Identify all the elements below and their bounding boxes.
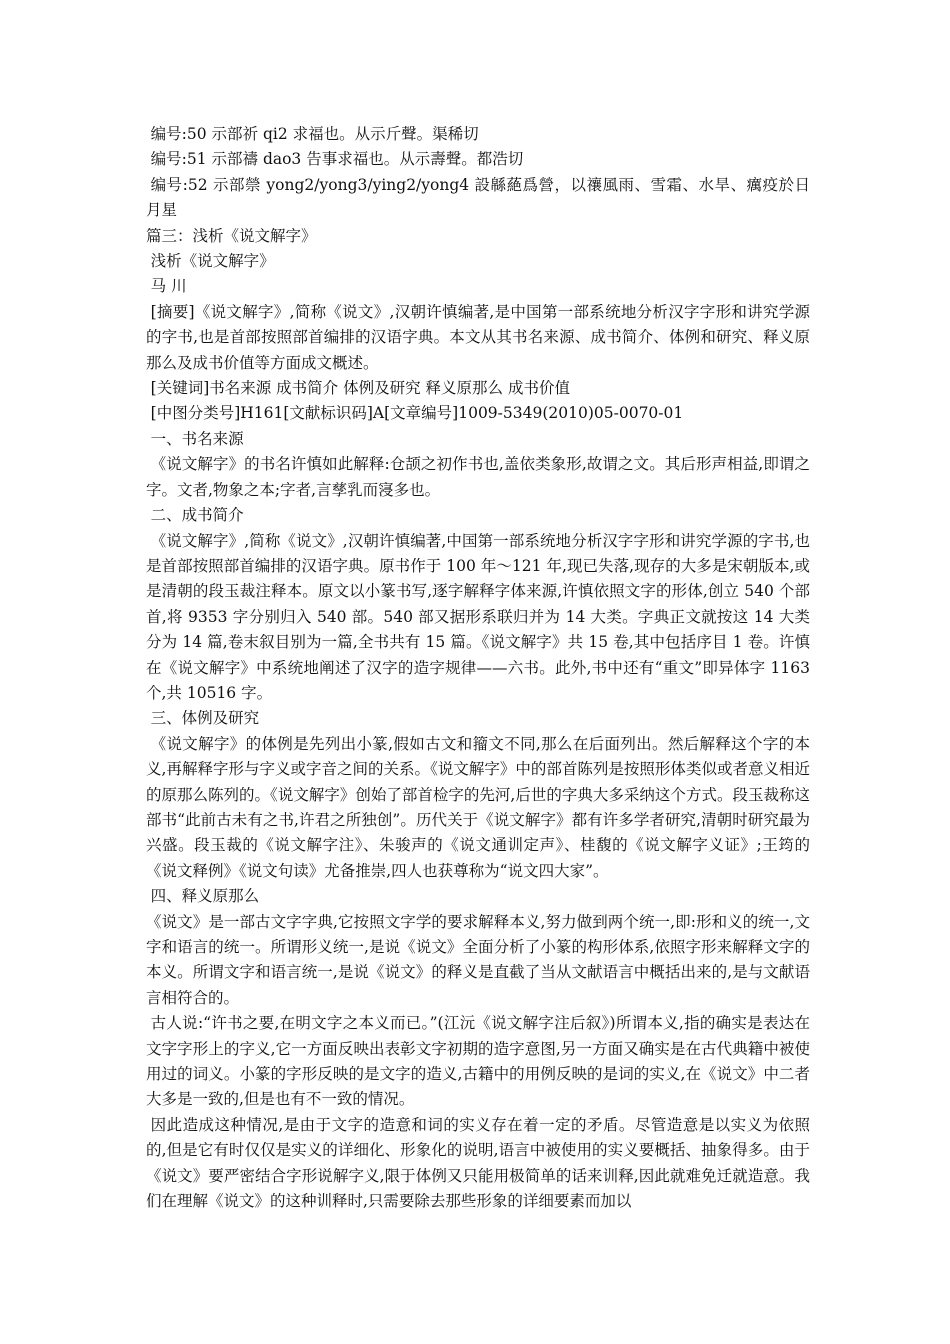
section-paragraph-2: 《说文解字》,简称《说文》,汉朝许慎编著,中国第一部系统地分析汉字字形和讲究学源的字书,也是首部按照部首编排的汉语字典。原书作于 100 年～121 年,现已失落,现存的大多是宋朝版本,或是清朝的段玉裁注释本。原文以小篆书写,逐字解释字体来源,许慎依照文字的形体,创立 540 个部首,将 9353 字分别归入 540 部。540 部又据形系联归并为 14 大类。字典正文就按这 14 大类分为 14 篇,卷末叙目别为一篇,全书共有 15 篇。《说文解字》共 15 卷,其中包括序目 1 卷。许慎在《说文解字》中系统地阐述了汉字的造字规律——六书。此外,书中还有“重文”即异体字 1163 个,共 10516 字。 — [146, 531, 810, 702]
entry-52: 编号:52 示部禜 yong2/yong3/ying2/yong4 設緜蕝爲營，以禳風雨、雪霜、水旱、癘疫於日月星 — [146, 175, 810, 220]
article-title: 浅析《说文解字》 — [150, 252, 275, 271]
section-heading-2: 二、成书简介 — [150, 506, 244, 525]
chapter-heading: 篇三：浅析《说文解字》 — [146, 226, 317, 245]
section-paragraph-1: 《说文解字》的书名许慎如此解释:仓颉之初作书也,盖依类象形,故谓之文。其后形声相益,即谓之字。文者,物象之本;字者,言孳乳而寖多也。 — [146, 455, 810, 499]
section-paragraph-3: 《说文解字》的体例是先列出小篆,假如古文和籀文不同,那么在后面列出。然后解释这个字的本义,再解释字形与字义或字音之间的关系。《说文解字》中的部首陈列是按照形体类似或者意义相近的原那么陈列的。《说文解字》创始了部首检字的先河,后世的字典大多采纳这个方式。段玉裁称这部书“此前古未有之书,许君之所独创”。历代关于《说文解字》都有许多学者研究,清朝时研究最为兴盛。段玉裁的《说文解字注》、朱骏声的《说文通训定声》、桂馥的《说文解字义证》;王筠的《说文释例》《说文句读》尤备推崇,四人也获尊称为“说文四大家”。 — [146, 734, 810, 880]
section-paragraph-4b: 古人说:“许书之要,在明文字之本义而已。”(江沅《说文解字注后叙》)所谓本义,指的确实是表达在文字字形上的字义,它一方面反映出表彰文字初期的造字意图,另一方面又确实是在古代典籍中被使用过的词义。小篆的字形反映的是文字的造义,古籍中的用例反映的是词的实义,在《说文》中二者大多是一致的,但是也有不一致的情况。 — [146, 1014, 810, 1109]
abstract: [摘要]《说文解字》,简称《说文》,汉朝许慎编著,是中国第一部系统地分析汉字字形和讲究学源的字书,也是首部按照部首编排的汉语字典。本文从其书名来源、成书简介、体例和研究、释义原那么及成书价值等方面成文概述。 — [146, 302, 810, 372]
author: 马 川 — [150, 277, 187, 296]
section-paragraph-4a: 《说文》是一部古文字字典,它按照文字学的要求解释本义,努力做到两个统一,即:形和义的统一,文字和语言的统一。所谓形义统一,是说《说文》全面分析了小篆的构形体系,依照字形来解释文字的本义。所谓文字和语言统一,是说《说文》的释义是直截了当从文献语言中概括出来的,是与文献语言相符合的。 — [146, 912, 810, 1007]
document-body — [146, 122, 810, 1214]
section-heading-3: 三、体例及研究 — [150, 709, 260, 728]
classification: [中图分类号]H161[文献标识码]A[文章编号]1009-5349(2010)05-0070-01 — [150, 404, 684, 423]
section-heading-4: 四、释义原那么 — [150, 887, 260, 906]
keywords: [关键词]书名来源 成书简介 体例及研究 释义原那么 成书价值 — [150, 379, 570, 398]
entry-51: 编号:51 示部禱 dao3 告事求福也。从示壽聲。都浩切 — [150, 150, 524, 169]
section-paragraph-4c: 因此造成这种情况,是由于文字的造意和词的实义存在着一定的矛盾。尽管造意是以实义为依照的,但是它有时仅仅是实义的详细化、形象化的说明,语言中被使用的实义要概括、抽象得多。由于《说文》要严密结合字形说解字义,限于体例又只能用极简单的话来训释,因此就难免迁就造意。我们在理解《说文》的这种训释时,只需要除去那些形象的详细要素而加以 — [146, 1115, 810, 1211]
section-heading-1: 一、书名来源 — [150, 429, 244, 448]
entry-50: 编号:50 示部祈 qi2 求福也。从示斤聲。渠稀切 — [150, 125, 479, 143]
